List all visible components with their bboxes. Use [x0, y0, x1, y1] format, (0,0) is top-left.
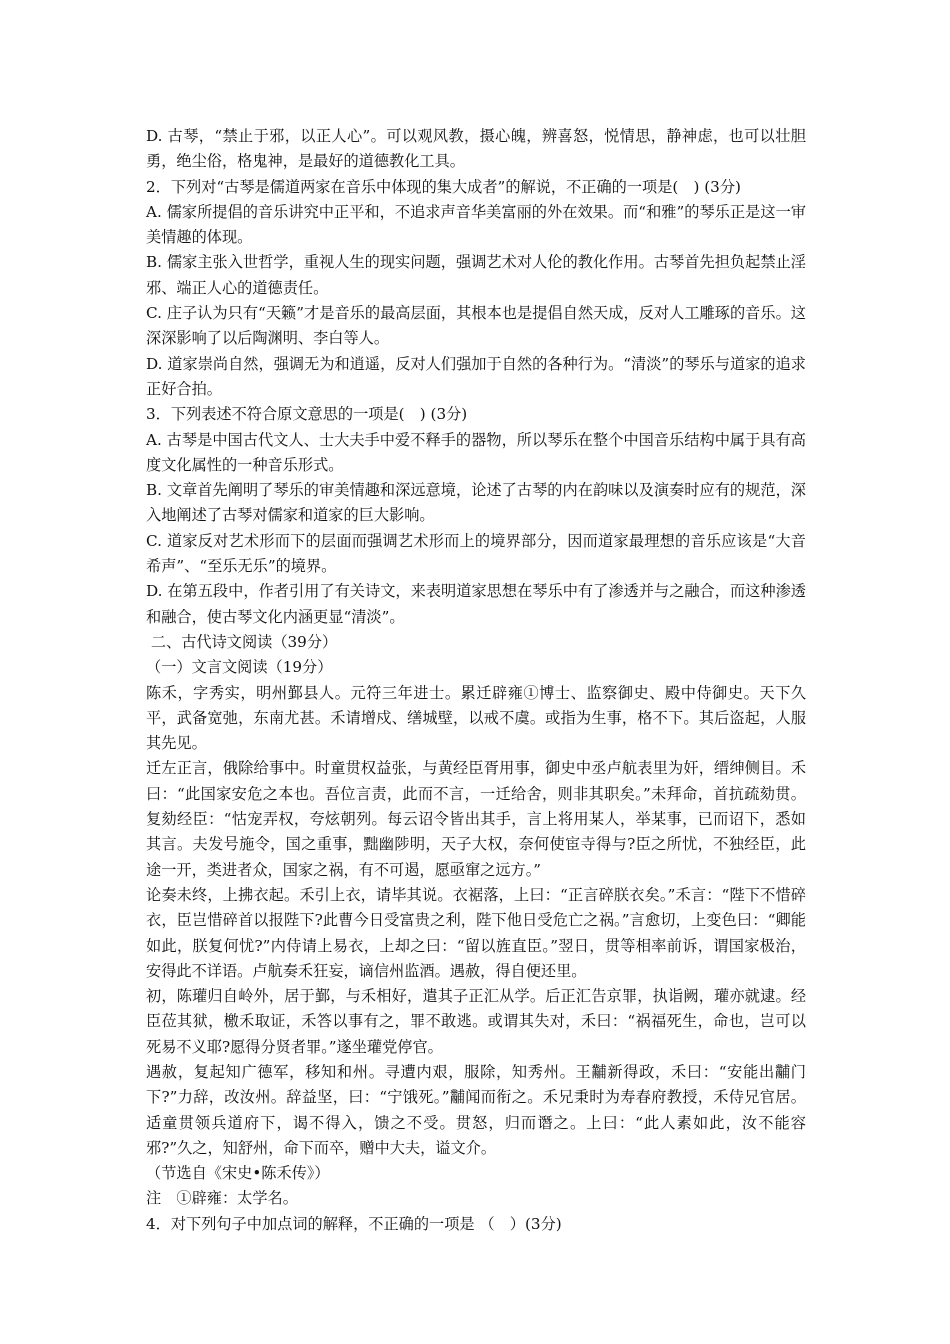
subsection-heading: （一）文言文阅读（19分）: [146, 658, 333, 677]
option-d-q3: D. 在第五段中，作者引用了有关诗文，来表明道家思想在琴乐中有了渗透并与之融合，而这种渗透和融合，使古琴文化内涵更显“清淡”。: [146, 582, 806, 626]
option-c-q3: C. 道家反对艺术形而下的层面而强调艺术形而上的境界部分，因而道家最理想的音乐应该是“大音希声”、“至乐无乐”的境界。: [146, 531, 806, 576]
footnote: 注 ①辟雍：太学名。: [146, 1189, 298, 1208]
passage-paragraph: 论奏未终，上拂衣起。禾引上衣，请毕其说。衣裾落，上曰：“正言碎朕衣矣。”禾言：“陛下不惜碎衣，臣岂惜碎首以报陛下?此曹今日受富贵之利，陛下他日受危亡之祸。”言愈切，上变色曰：“卿能如此，朕复何忧?”内侍请上易衣，上却之曰：“留以旌直臣。”翌日，贯等相率前诉，谓国家极治，安得此不详语。卢航奏禾狂妄，谪信州监酒。遇赦，得自便还里。: [146, 885, 806, 980]
passage-paragraph: 遇赦，复起知广德军，移知和州。寻遭内艰，服除，知秀州。王黼新得政，禾曰：“安能出黼门下?”力辞，改汝州。辞益坚，曰：“宁饿死。”黼闻而衔之。禾兄秉时为寿春府教授，禾侍兄官居。适童贯领兵道府下，谒不得入，馈之不受。贯怒，归而谮之。上曰：“此人素如此，汝不能容邪?”久之，知舒州，命下而卒，赠中大夫，谥文介。: [146, 1062, 806, 1157]
option-d-q1: D. 古琴，“禁止于邪，以正人心”。可以观风教，摄心魄，辨喜怒，悦情思，静神虑，也可以壮胆勇，绝尘俗，格鬼神，是最好的道德教化工具。: [146, 127, 806, 171]
option-b-q3: B. 文章首先阐明了琴乐的审美情趣和深远意境，论述了古琴的内在韵味以及演奏时应有的规范，深入地阐述了古琴对儒家和道家的巨大影响。: [146, 481, 806, 525]
passage-paragraph: 初，陈瓘归自岭外，居于鄞，与禾相好，遣其子正汇从学。后正汇告京罪，执诣阙，瓘亦就逮。经臣莅其狱，檄禾取证，禾答以事有之，罪不敢逃。或谓其失对，禾曰：“祸福死生，命也，岂可以死易不义耶?愿得分贤者罪。”遂坐瓘党停官。: [146, 987, 806, 1056]
option-b-q2: B. 儒家主张入世哲学，重视人生的现实问题，强调艺术对人伦的教化作用。古琴首先担负起禁止淫邪、端正人心的道德责任。: [146, 253, 806, 297]
option-d-q2: D. 道家崇尚自然，强调无为和逍遥，反对人们强加于自然的各种行为。“清淡”的琴乐与道家的追求正好合拍。: [146, 354, 806, 398]
option-a-q3: A. 古琴是中国古代文人、士大夫手中爱不释手的器物，所以琴乐在整个中国音乐结构中属于具有高度文化属性的一种音乐形式。: [146, 430, 806, 474]
question-3: 3．下列表述不符合原文意思的一项是( ) (3分): [146, 405, 468, 424]
question-4: 4．对下列句子中加点词的解释，不正确的一项是 （ ）(3分): [146, 1214, 562, 1233]
option-c-q2: C. 庄子认为只有“天籁”才是音乐的最高层面，其根本也是提倡自然天成，反对人工雕琢的音乐。这深深影响了以后陶渊明、李白等人。: [146, 304, 806, 348]
section-heading: 二、古代诗文阅读（39分）: [146, 632, 338, 651]
document-body: [146, 124, 806, 1237]
source-citation: （节选自《宋史•陈禾传》）: [146, 1164, 330, 1183]
passage-paragraph: 迁左正言，俄除给事中。时童贯权益张，与黄经臣胥用事，御史中丞卢航表里为奸，缙绅侧目。禾曰：“此国家安危之本也。吾位言责，此而不言，一迁给舍，则非其职矣。”未拜命，首抗疏劾贯。复劾经臣：“怙宠弄权，夸炫朝列。每云诏令皆出其手，言上将用某人，举某事，已而诏下，悉如其言。夫发号施令，国之重事，黜幽陟明，天子大权，奈何使宦寺得与?臣之所忧，不独经臣，此途一开，类进者众，国家之祸，有不可遏，愿亟窜之远方。”: [146, 759, 806, 879]
passage-paragraph: 陈禾，字秀实，明州鄞县人。元符三年进士。累迁辟雍①博士、监察御史、殿中侍御史。天下久平，武备宽弛，东南尤甚。禾请增戍、缮城壁，以戒不虞。或指为生事，格不下。其后盗起，人服其先见。: [146, 683, 806, 753]
question-2: 2．下列对“古琴是儒道两家在音乐中体现的集大成者”的解说，不正确的一项是( ) (3分): [146, 177, 741, 196]
option-a-q2: A. 儒家所提倡的音乐讲究中正平和，不追求声音华美富丽的外在效果。而“和雅”的琴乐正是这一审美情趣的体现。: [146, 202, 806, 247]
